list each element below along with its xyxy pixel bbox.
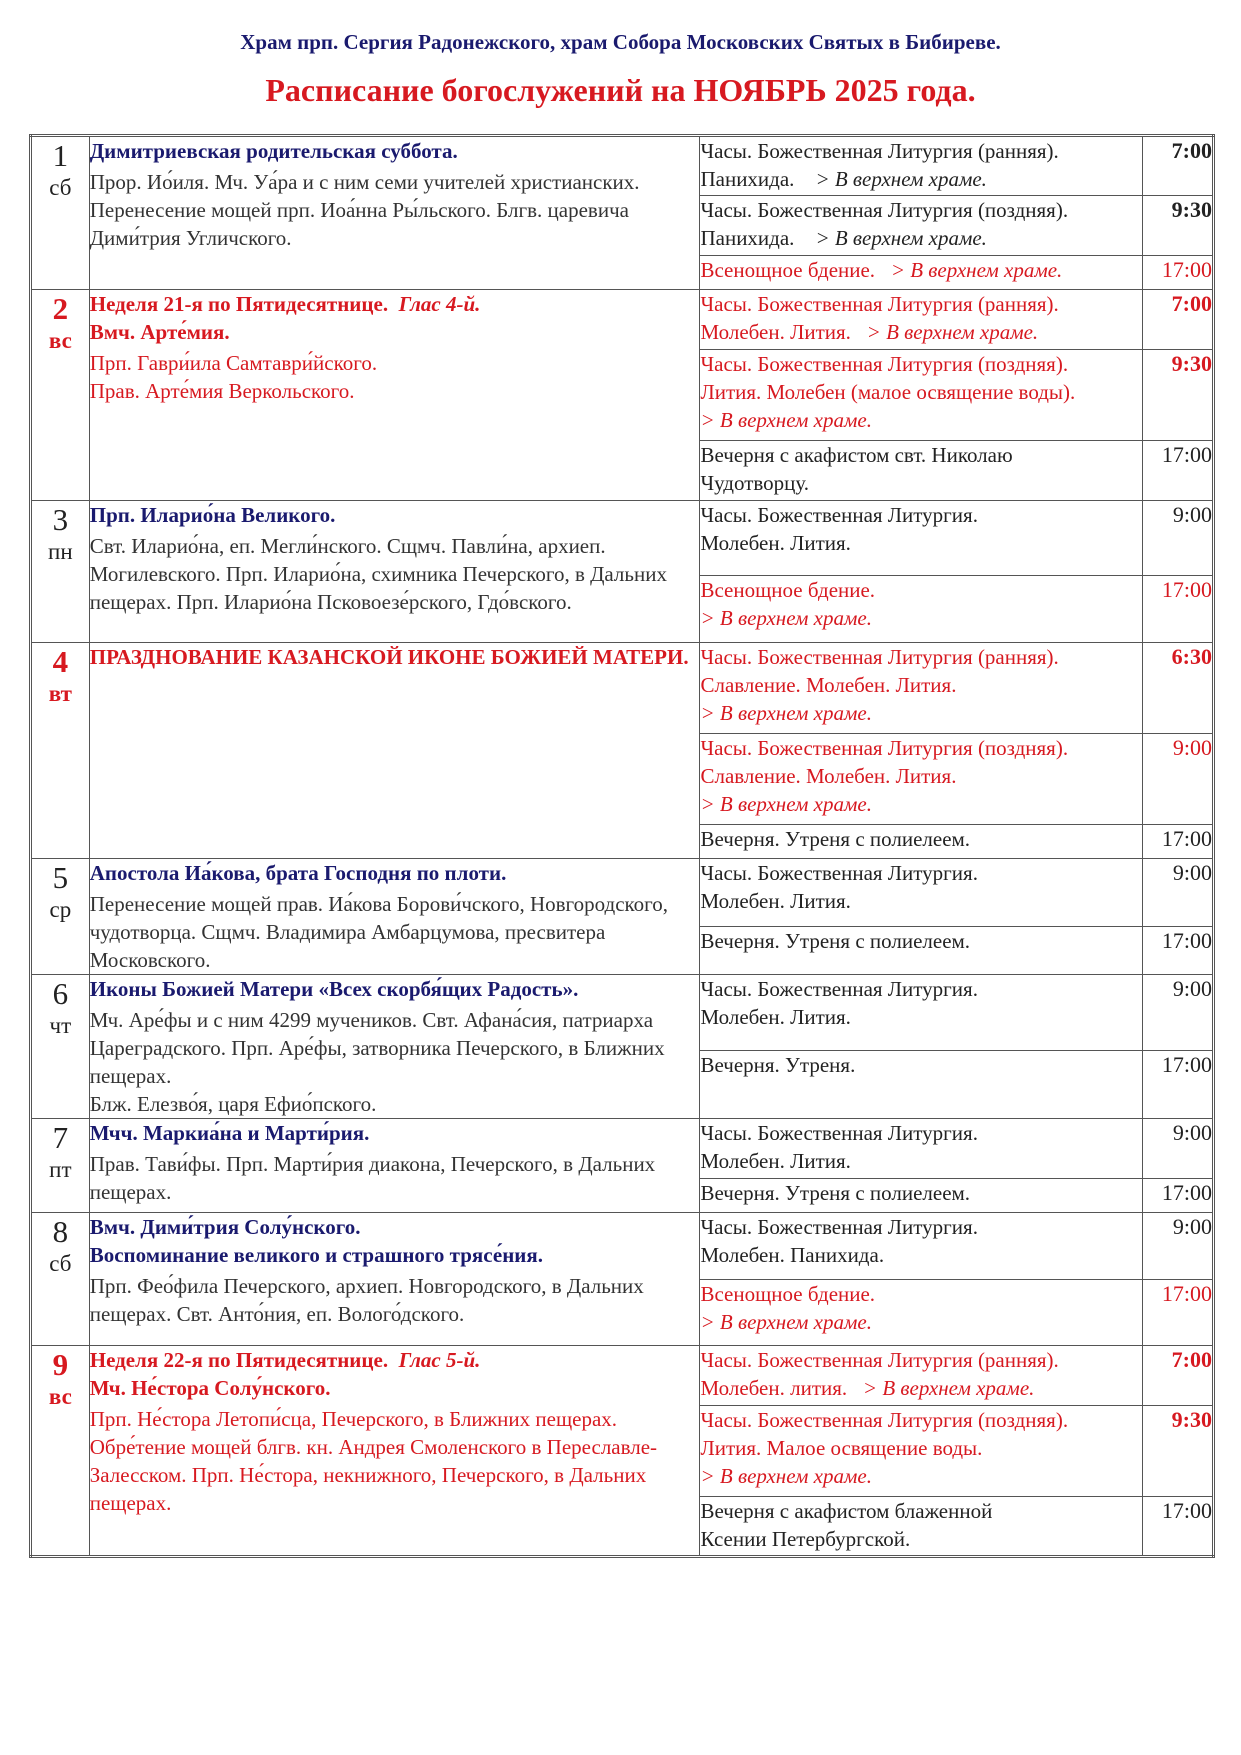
saint-line: Блж. Елезво́я, царя Ефио́пского. (89, 1092, 377, 1116)
day-number: 6 (52, 976, 69, 1011)
service-text: Часы. Божественная Литургия. (700, 1215, 978, 1239)
table-row (31, 1213, 1214, 1280)
location-note: > В верхнем храме. (700, 701, 872, 725)
service-cell (700, 643, 1143, 734)
feast-name: Неделя 21-я по Пятидесятнице. (89, 292, 389, 316)
feast-title: Димитриевская родительская суббота. (89, 139, 458, 163)
service-time: 17:00 (1143, 1280, 1214, 1346)
service-text: Молебен. Лития. (700, 889, 851, 913)
feast-title (90, 1346, 700, 1402)
location-note: > В верхнем храме. (815, 226, 987, 250)
day-cell (31, 1213, 90, 1346)
service-cell (700, 1280, 1143, 1346)
saints-cell (89, 501, 700, 643)
feast-title (90, 290, 700, 346)
service-text: Всенощное бдение. (700, 578, 876, 602)
feast-title (90, 1213, 700, 1269)
church-title: Храм прп. Сергия Радонежского, храм Собора Московских Святых в Бибиреве. (240, 30, 1001, 54)
feast-name: Воспоминание великого и страшного трясе́ния. (89, 1243, 543, 1267)
service-text: Часы. Божественная Литургия (ранняя). (700, 292, 1059, 316)
saints-cell (89, 975, 700, 1119)
service-text: Часы. Божественная Литургия (поздняя). (700, 352, 1069, 376)
location-note: > В верхнем храме. (700, 606, 872, 630)
day-cell (31, 1346, 90, 1557)
day-cell (31, 290, 90, 501)
day-cell (31, 643, 90, 859)
service-cell (700, 136, 1143, 196)
service-text: Панихида. (700, 226, 795, 250)
service-time: 17:00 (1143, 576, 1214, 643)
service-cell (700, 1213, 1143, 1280)
saints-list (90, 349, 700, 405)
location-note: > В верхнем храме. (890, 258, 1063, 282)
service-time: 17:00 (1143, 1050, 1214, 1118)
day-number: 9 (52, 1347, 69, 1382)
location-note: > В верхнем храме. (866, 320, 1039, 344)
service-cell (700, 1346, 1143, 1406)
feast-title: Иконы Божией Матери «Всех скорбя́щих Радость». (89, 977, 579, 1001)
day-number: 5 (52, 860, 69, 895)
service-time: 17:00 (1143, 441, 1214, 501)
day-number: 3 (52, 502, 69, 537)
service-cell (700, 734, 1143, 825)
feast-title: Прп. Иларио́на Великого. (89, 503, 336, 527)
weekday: ср (49, 897, 72, 922)
day-cell (31, 1119, 90, 1213)
service-cell (700, 350, 1143, 441)
service-text: Всенощное бдение. (700, 1282, 876, 1306)
service-text: Чудотворцу. (700, 471, 810, 495)
feast-name: Вмч. Дими́трия Солу́нского. (89, 1215, 361, 1239)
saint-line: Прп. Гаври́ила Самтаври́йского. (89, 351, 378, 375)
saints-cell (89, 859, 700, 975)
service-cell: Вечерня. Утреня с полиелеем. (700, 825, 1143, 859)
location-note: > В верхнем храме. (700, 1310, 872, 1334)
day-number: 7 (52, 1120, 69, 1155)
service-cell (700, 859, 1143, 927)
saints-cell (89, 1119, 700, 1213)
saints-list: Прп. Фео́фила Печерского, архиеп. Новгородского, в Дальних пещерах. Свт. Анто́ния, еп. Волого́дского. (89, 1274, 644, 1326)
service-text: Часы. Божественная Литургия (ранняя). (700, 1348, 1059, 1372)
service-time: 9:00 (1143, 859, 1214, 927)
weekday: вс (48, 1384, 72, 1409)
service-text: Часы. Божественная Литургия (ранняя). (700, 645, 1059, 669)
weekday: чт (49, 1013, 72, 1038)
glas: Глас 5-й. (398, 1348, 481, 1372)
saints-cell (89, 290, 700, 501)
table-row (31, 1346, 1214, 1406)
service-time: 17:00 (1143, 1179, 1214, 1213)
service-time: 17:00 (1143, 1497, 1214, 1557)
saints-list: Прп. Не́стора Летопи́сца, Печерского, в Ближних пещерах. Обре́тение мощей блгв. кн. Андрея Смоленского в Переславле-Залесском. Прп. Не́стора, некнижного, Печерского, в Дальних пещерах. (89, 1407, 658, 1515)
service-cell (700, 290, 1143, 350)
service-time: 9:30 (1143, 1406, 1214, 1497)
service-text: Молебен. Лития. (700, 320, 851, 344)
service-text: Всенощное бдение. (700, 258, 876, 282)
day-number: 2 (52, 291, 69, 326)
service-text: Лития. Молебен (малое освящение воды). (700, 380, 1076, 404)
saints-list (90, 1006, 700, 1118)
feast-saint: Мч. Не́стора Солу́нского. (89, 1376, 331, 1400)
service-time: 7:00 (1143, 1346, 1214, 1406)
service-text: Молебен. лития. (700, 1376, 848, 1400)
schedule-title: Расписание богослужений на НОЯБРЬ 2025 года. (265, 72, 976, 108)
service-cell (700, 196, 1143, 256)
service-cell (700, 501, 1143, 576)
day-cell (31, 975, 90, 1119)
service-time: 17:00 (1143, 825, 1214, 859)
service-cell (700, 1497, 1143, 1557)
service-cell: Вечерня. Утреня. (700, 1050, 1143, 1118)
day-number: 1 (52, 138, 69, 173)
service-text: Славление. Молебен. Лития. (700, 673, 957, 697)
service-time: 9:00 (1143, 1213, 1214, 1280)
feast-title: ПРАЗДНОВАНИЕ КАЗАНСКОЙ ИКОНЕ БОЖИЕЙ МАТЕРИ. (89, 645, 689, 669)
service-time: 9:00 (1143, 734, 1214, 825)
service-text: Часы. Божественная Литургия. (700, 861, 978, 885)
schedule-table (29, 134, 1215, 1558)
service-text: Часы. Божественная Литургия (поздняя). (700, 198, 1069, 222)
feast-saint: Вмч. Арте́мия. (89, 320, 230, 344)
location-note: > В верхнем храме. (700, 408, 872, 432)
table-row (31, 290, 1214, 350)
saints-cell (89, 643, 700, 859)
location-note: > В верхнем храме. (815, 167, 987, 191)
saints-list: Прор. Ио́иля. Мч. Уа́ра и с ним семи учителей христианских. Перенесение мощей прп. Иоа́нна Ры́льского. Блгв. царевича Дими́трия Угличского. (89, 170, 640, 250)
weekday: вс (48, 328, 72, 353)
service-time: 17:00 (1143, 927, 1214, 975)
service-time: 7:00 (1143, 290, 1214, 350)
weekday: вт (48, 681, 72, 706)
weekday: сб (49, 175, 72, 200)
service-text: Лития. Малое освящение воды. (700, 1436, 983, 1460)
service-text: Вечерня с акафистом блаженной (700, 1499, 993, 1523)
service-text: Часы. Божественная Литургия. (700, 1121, 978, 1145)
glas: Глас 4-й. (398, 292, 481, 316)
saints-list: Прав. Тави́фы. Прп. Марти́рия диакона, Печерского, в Дальних пещерах. (89, 1152, 656, 1204)
table-row (31, 975, 1214, 1051)
table-row (31, 1119, 1214, 1179)
service-text: Часы. Божественная Литургия (поздняя). (700, 1408, 1069, 1432)
service-time: 9:00 (1143, 1119, 1214, 1179)
service-time: 9:00 (1143, 501, 1214, 576)
service-time: 9:30 (1143, 350, 1214, 441)
weekday: сб (49, 1251, 72, 1276)
service-time: 7:00 (1143, 136, 1214, 196)
service-text: Ксении Петербургской. (700, 1527, 911, 1551)
feast-name: Неделя 22-я по Пятидесятнице. (89, 1348, 389, 1372)
service-text: Молебен. Лития. (700, 531, 851, 555)
saint-line: Мч. Аре́фы и с ним 4299 мучеников. Свт. Афана́сия, патриарха Цареградского. Прп. Аре́фы, затворника Печерского, в Ближних пещерах. (89, 1008, 665, 1088)
service-time: 9:00 (1143, 975, 1214, 1051)
feast-title: Апостола Иа́кова, брата Господня по плоти. (89, 861, 507, 885)
day-cell (31, 859, 90, 975)
weekday: пн (48, 539, 73, 564)
day-cell (31, 136, 90, 290)
service-cell (700, 441, 1143, 501)
saints-list: Перенесение мощей прав. Иа́кова Борови́чского, Новгородского, чудотворца. Сщмч. Владимира Амбарцумова, пресвитера Московского. (89, 892, 669, 972)
saint-line: Прав. Арте́мия Веркольского. (89, 379, 355, 403)
service-text: Вечерня с акафистом свт. Николаю (700, 443, 1013, 467)
service-cell: Вечерня. Утреня с полиелеем. (700, 1179, 1143, 1213)
service-text: Молебен. Лития. (700, 1005, 851, 1029)
saints-cell (89, 136, 700, 290)
service-cell (700, 256, 1143, 290)
location-note: > В верхнем храме. (700, 792, 872, 816)
service-text: Часы. Божественная Литургия (поздняя). (700, 736, 1069, 760)
service-text: Славление. Молебен. Лития. (700, 764, 957, 788)
table-row (31, 501, 1214, 576)
service-text: Молебен. Панихида. (700, 1243, 885, 1267)
location-note: > В верхнем храме. (700, 1464, 872, 1488)
service-cell (700, 1406, 1143, 1497)
saints-cell (89, 1213, 700, 1346)
day-cell (31, 501, 90, 643)
service-time: 6:30 (1143, 643, 1214, 734)
service-time: 9:30 (1143, 196, 1214, 256)
service-time: 17:00 (1143, 256, 1214, 290)
day-number: 8 (52, 1214, 69, 1249)
table-row (31, 136, 1214, 196)
feast-title: Мчч. Маркиа́на и Марти́рия. (89, 1121, 370, 1145)
location-note: > В верхнем храме. (862, 1376, 1035, 1400)
service-text: Панихида. (700, 167, 795, 191)
saints-cell (89, 1346, 700, 1557)
table-row (31, 643, 1214, 734)
service-cell (700, 975, 1143, 1051)
service-text: Часы. Божественная Литургия. (700, 977, 978, 1001)
saints-list: Свт. Иларио́на, еп. Мегли́нского. Сщмч. Павли́на, архиеп. Могилевского. Прп. Иларио́на, схимника Печерского, в Дальних пещерах. Прп. Иларио́на Псковоезе́рского, Гдо́вского. (89, 534, 667, 614)
service-text: Молебен. Лития. (700, 1149, 851, 1173)
table-row (31, 859, 1214, 927)
service-cell (700, 1119, 1143, 1179)
service-cell (700, 576, 1143, 643)
weekday: пт (49, 1157, 72, 1182)
service-cell: Вечерня. Утреня с полиелеем. (700, 927, 1143, 975)
day-number: 4 (52, 644, 69, 679)
service-text: Часы. Божественная Литургия (ранняя). (700, 139, 1059, 163)
service-text: Часы. Божественная Литургия. (700, 503, 978, 527)
